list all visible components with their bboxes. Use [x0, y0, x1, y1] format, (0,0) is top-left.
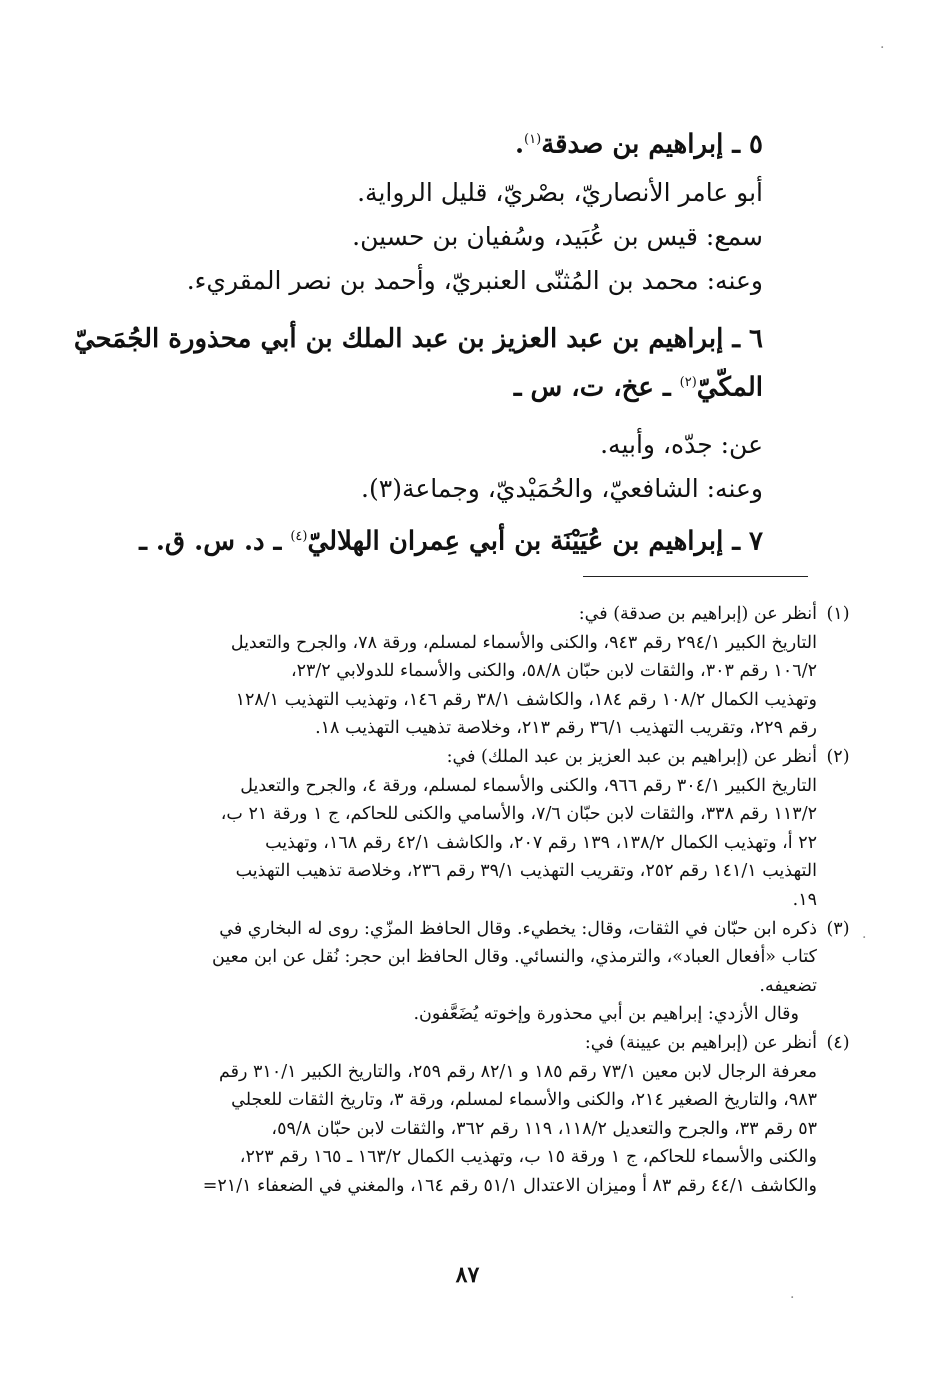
entry-5-line: سمع: قيس بن عُبَيد، وسُفيان بن حسين.	[352, 221, 763, 251]
page-number: ٨٧	[455, 1262, 480, 1288]
entry-5-line: أبو عامر الأنصاريّ، بصْريّ، قليل الرواية.	[357, 177, 763, 207]
footnote-line: أنظر عن (إبراهيم بن عبد العزيز بن عبد الملك) في:	[446, 746, 817, 767]
entry-6-line: عن: جدّه، وأبيه.	[600, 430, 763, 460]
footnote-4	[122, 1029, 850, 1201]
footnote-line: أنظر عن (إبراهيم بن عيينة) في:	[584, 1032, 817, 1053]
main-text	[73, 118, 763, 564]
footnote-line: وتهذيب الكمال ١٠٨/٢ رقم ١٨٤، والكاشف ٣٨/١ رقم ١٤٦، وتهذيب التهذيب ١٢٨/١	[235, 689, 817, 710]
footnote-number: (١)	[826, 604, 850, 624]
entry-6-heading: ٦ ـ إبراهيم بن عبد العزيز بن عبد الملك بن أبي محذورة الجُمَحيّ	[73, 323, 763, 354]
footnote-line: والكاشف ٤٤/١ رقم ٨٣ أ وميزان الاعتدال ٥١/١ رقم ١٦٤، والمغني في الضعفاء ٢١/١=	[202, 1175, 817, 1196]
footnote-line: تضعيفه.	[759, 975, 817, 996]
entry-5-heading: ٥ ـ إبراهيم بن صدقة$^{(١)}$.	[514, 129, 763, 160]
entry-7-heading: ٧ ـ إبراهيم بن عُيَيْنَة بن أبي عِمران الهلاليّ$^{(٤)}$ ـ د. س. ق. ـ	[139, 526, 763, 557]
footnote-line: التاريخ الكبير ٣٠٤/١ رقم ٩٦٦، والكنى والأسماء لمسلم، ورقة ٤، والجرح والتعديل	[240, 775, 817, 796]
footnote-ref-2[interactable]: (٢)	[679, 374, 697, 390]
footnote-line: كتاب «أفعال العباد»، والترمذي، والنسائي. وقال الحافظ ابن حجر: نُقل عن ابن معين	[212, 947, 817, 968]
scan-speck: ·	[790, 1290, 795, 1306]
footnote-line: التاريخ الكبير ٢٩٤/١ رقم ٩٤٣، والكنى والأسماء لمسلم، ورقة ٧٨، والجرح والتعديل	[230, 632, 817, 653]
footnote-line: ١١٣/٢ رقم ٣٣٨، والثقات لابن حبّان ٧/٦، والأسامي والكنى للحاكم، ج ١ ورقة ٢١ ب،	[220, 804, 817, 825]
footnote-line: والكنى والأسماء للحاكم، ج ١ ورقة ١٥ ب، وتهذيب الكمال ١٦٣/٢ ـ ١٦٥ رقم ٢٢٣،	[239, 1147, 817, 1168]
footnote-ref-4[interactable]: (٤)	[290, 529, 308, 545]
scan-speck: ·	[862, 930, 867, 946]
footnote-line: وقال الأزدي: إبراهيم بن أبي محذورة وإخوته يُضَعَّفون.	[413, 1004, 799, 1025]
footnotes	[122, 600, 850, 1200]
footnote-number: (٤)	[826, 1032, 850, 1053]
footnote-line: أنظر عن (إبراهيم بن صدقة) في:	[578, 604, 817, 624]
footnote-line: ٥٣ رقم ٣٣، والجرح والتعديل ١١٨/٢، ١١٩ رقم ٣٦٢، والثقات لابن حبّان ٥٩/٨،	[271, 1118, 817, 1139]
footnote-line: ١٩.	[792, 889, 817, 910]
footnote-line: معرفة الرجال لابن معين ٧٣/١ رقم ١٨٥ و ٨٢/١ رقم ٢٥٩، والتاريخ الكبير ٣١٠/١ رقم	[219, 1061, 817, 1082]
footnote-3	[122, 915, 850, 1029]
footnote-line: ٢٢ أ، وتهذيب الكمال ١٣٨/٢، ١٣٩ رقم ٢٠٧، والكاشف ٤٢/١ رقم ١٦٨، وتهذيب	[265, 832, 817, 853]
footnote-line: ذكره ابن حبّان في الثقات، وقال: يخطيء. وقال الحافظ المزّي: روى له البخاري في	[219, 918, 817, 939]
footnote-line: رقم ٢٢٩، وتقريب التهذيب ٣٦/١ رقم ٢١٣، وخلاصة تذهيب التهذيب ١٨.	[315, 718, 817, 739]
footnote-line: التهذيب ١٤١/١ رقم ٢٥٢، وتقريب التهذيب ٣٩/١ رقم ٢٣٦، وخلاصة تذهيب التهذيب	[235, 861, 817, 882]
entry-6-line: وعنه: الشافعيّ، والحُمَيْديّ، وجماعة(٣).	[361, 474, 763, 504]
footnote-line: ١٠٦/٢ رقم ٣٠٣، والثقات لابن حبّان ٥٨/٨، والكنى والأسماء للدولابي ٢٣/٢،	[290, 661, 817, 682]
footnote-separator	[583, 576, 808, 577]
footnote-number: (٢)	[826, 746, 850, 767]
footnote-1	[122, 600, 850, 743]
entry-5-line: وعنه: محمد بن المُثنّى العنبريّ، وأحمد بن نصر المقريء.	[186, 265, 763, 295]
footnote-line: ٩٨٣، والتاريخ الصغير ٢١٤، والكنى والأسماء لمسلم، ورقة ٣، وتاريخ الثقات للعجلي	[231, 1090, 817, 1111]
footnote-number: (٣)	[826, 918, 850, 939]
scan-speck: ·	[880, 40, 885, 56]
entry-6-heading-cont: المكّيّ$^{(٢)}$ ـ عخ، ت، س ـ	[513, 372, 763, 403]
footnote-2	[122, 743, 850, 915]
footnote-ref-1[interactable]: (١)	[524, 132, 542, 147]
